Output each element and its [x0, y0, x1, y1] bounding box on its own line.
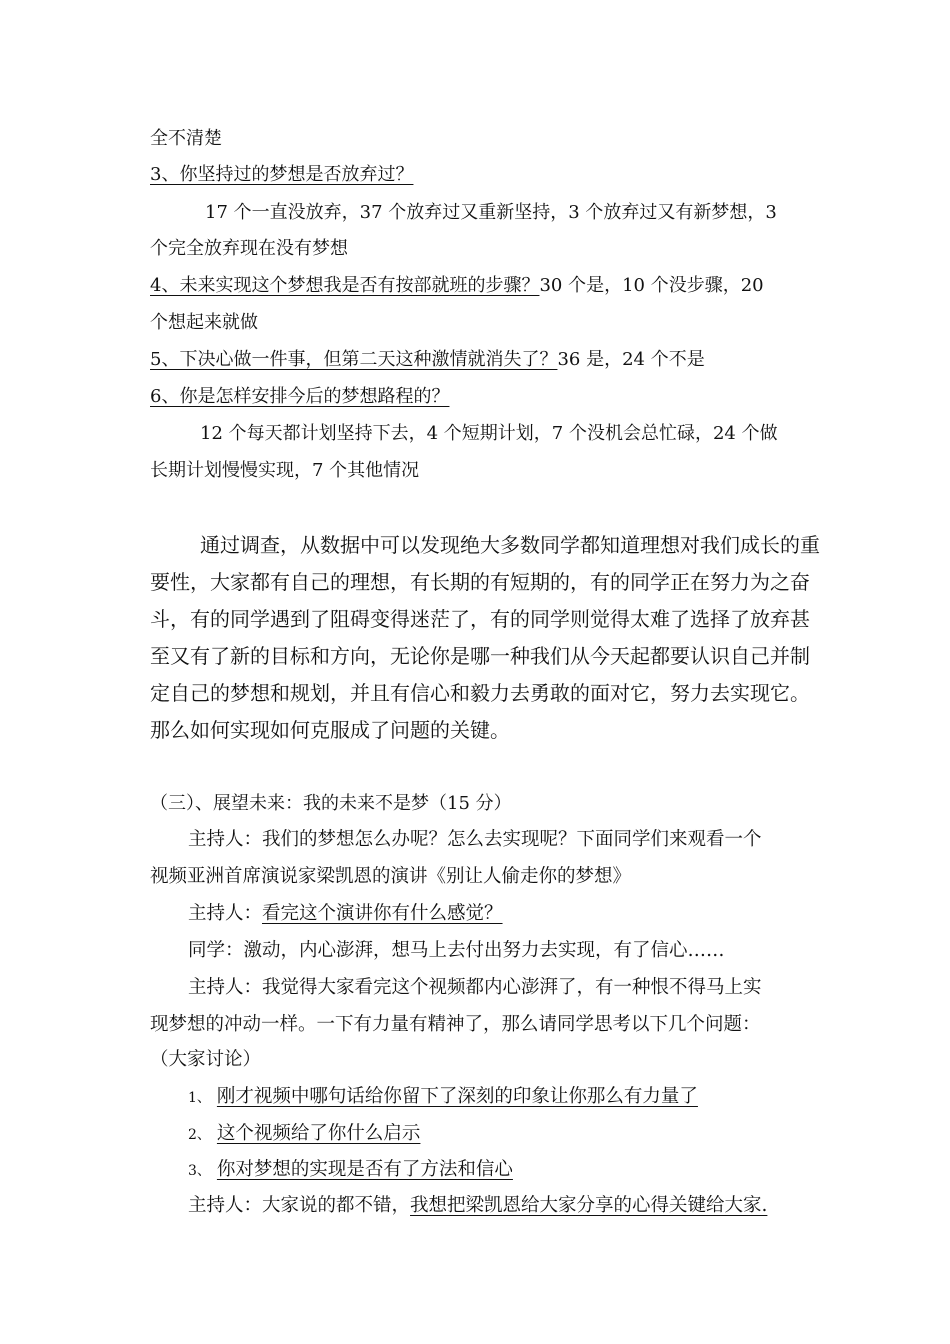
question-3: 3、你坚持过的梦想是否放弃过？ [150, 164, 414, 185]
question-number: 3、 [188, 1163, 211, 1179]
host-line-1b: 视频亚洲首席演说家梁凯恩的演讲《别让人偷走你的梦想》 [150, 866, 632, 887]
summary-line: 通过调查，从数据中可以发现绝大多数同学都知道理想对我们成长的重 [200, 533, 820, 557]
host-line-1a: 主持人：我们的梦想怎么办呢？怎么去实现呢？下面同学们来观看一个 [188, 829, 762, 850]
question-number: 1、 [188, 1090, 211, 1106]
host-speaker-label: 主持人： [188, 903, 263, 924]
discussion-question [188, 1084, 698, 1111]
answer-5: 36 是，24 个不是 [557, 349, 705, 370]
summary-line: 要性，大家都有自己的理想，有长期的有短期的，有的同学正在努力为之奋 [150, 570, 810, 594]
question-4-line [150, 273, 764, 299]
host-line-4 [188, 1193, 767, 1219]
question-text: 刚才视频中哪句话给你留下了深刻的印象让你那么有力量了 [216, 1086, 698, 1107]
answer-4-line-2: 个想起来就做 [150, 312, 258, 333]
question-number: 2、 [188, 1127, 211, 1143]
answer-3-line-1: 17 个一直没放弃，37 个放弃过又重新坚持，3 个放弃过又有新梦想，3 [205, 202, 777, 223]
host-key-point: 我想把梁凯恩给大家分享的心得关键给大家. [410, 1195, 768, 1216]
answer-6-line-2: 长期计划慢慢实现，7 个其他情况 [150, 460, 420, 481]
answer-4-line-1: 30 个是，10 个没步骤，20 [539, 275, 764, 296]
host-question: 看完这个演讲你有什么感觉？ [262, 903, 503, 924]
host-line-3c: （大家讨论） [150, 1049, 262, 1070]
question-text: 你对梦想的实现是否有了方法和信心 [216, 1159, 513, 1180]
question-text: 这个视频给了你什么启示 [216, 1123, 421, 1144]
student-response: 同学：激动，内心澎湃，想马上去付出努力去实现，有了信心…… [188, 940, 725, 961]
question-4: 4、未来实现这个梦想我是否有按部就班的步骤？ [150, 275, 540, 296]
discussion-question [188, 1157, 513, 1184]
section-heading: （三）、展望未来：我的未来不是梦（15 分） [150, 793, 512, 814]
summary-line: 斗，有的同学遇到了阻碍变得迷茫了，有的同学则觉得太难了选择了放弃甚 [150, 607, 810, 631]
answer-3-line-2: 个完全放弃现在没有梦想 [150, 238, 348, 259]
question-6: 6、你是怎样安排今后的梦想路程的？ [150, 386, 450, 407]
host-line-3b: 现梦想的冲动一样。一下有力量有精神了，那么请同学思考以下几个问题： [150, 1014, 761, 1035]
host-line-3a: 主持人：我觉得大家看完这个视频都内心澎湃了，有一种恨不得马上实 [188, 977, 762, 998]
summary-line: 至又有了新的目标和方向，无论你是哪一种我们从今天起都要认识自己并制 [150, 644, 810, 668]
summary-line: 那么如何实现如何克服成了问题的关键。 [150, 718, 510, 742]
summary-line: 定自己的梦想和规划，并且有信心和毅力去勇敢的面对它，努力去实现它。 [150, 681, 810, 705]
answer-6-line-1: 12 个每天都计划坚持下去，4 个短期计划，7 个没机会总忙碌，24 个做 [200, 423, 778, 444]
host-line-2 [188, 901, 503, 927]
question-5: 5、下决心做一件事，但第二天这种激情就消失了？ [150, 349, 558, 370]
discussion-question [188, 1121, 420, 1148]
host-remark: 主持人：大家说的都不错， [188, 1195, 411, 1216]
continued-answer: 全不清楚 [150, 128, 222, 149]
question-5-line [150, 347, 705, 373]
